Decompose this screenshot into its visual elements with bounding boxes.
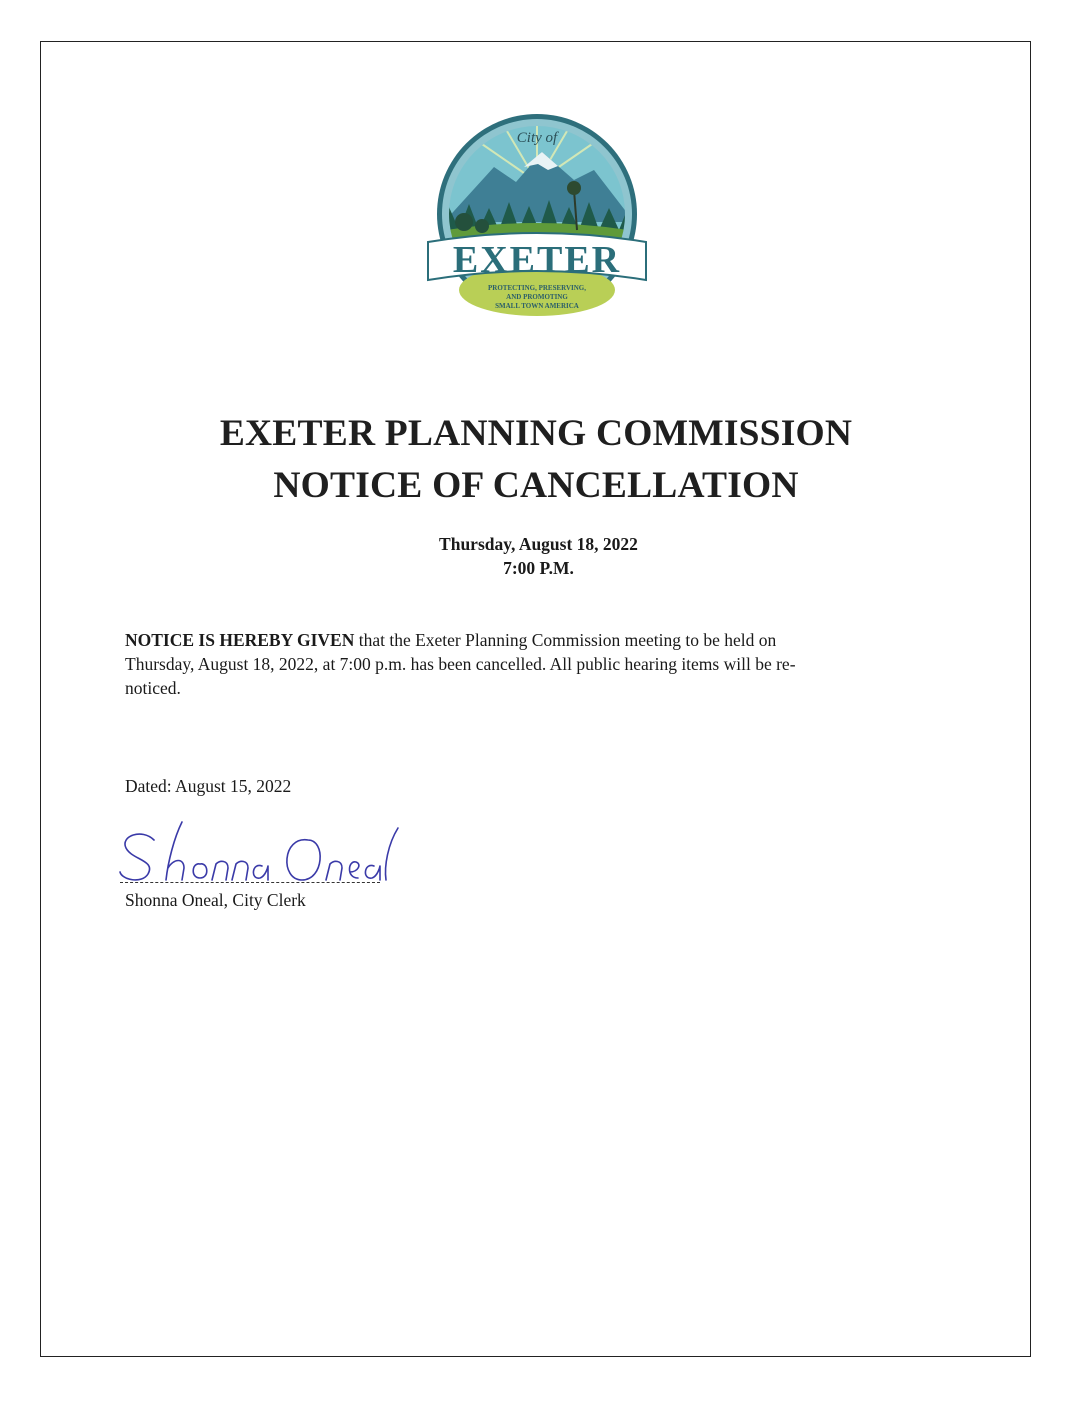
signature-icon [112, 818, 402, 890]
dated-line: Dated: August 15, 2022 [125, 776, 292, 796]
title-line-1: EXETER PLANNING COMMISSION [219, 413, 853, 454]
notice-lead: NOTICE IS HEREBY GIVEN [125, 630, 355, 650]
notice-line-1-rest: that the Exeter Planning Commission meeting to be held on [354, 630, 777, 650]
meeting-time: 7:00 P.M. [503, 558, 574, 578]
notice-line-2: Thursday, August 18, 2022, at 7:00 p.m. has been cancelled. All public hearing items will be re- [125, 654, 796, 674]
meeting-datetime [0, 532, 1077, 580]
title-line-2: NOTICE OF CANCELLATION [273, 465, 799, 506]
logo-name: EXETER [452, 239, 622, 281]
notice-paragraph [125, 628, 955, 700]
notice-line-3: noticed. [125, 678, 181, 698]
signature-line [120, 882, 380, 883]
page-title [0, 408, 1072, 512]
city-seal-logo [424, 112, 650, 334]
signer-name: Shonna Oneal, City Clerk [125, 890, 306, 910]
logo-top-text: City of [516, 130, 558, 146]
logo-motto-line1: PROTECTING, PRESERVING, [488, 284, 586, 292]
meeting-date: Thursday, August 18, 2022 [439, 534, 638, 554]
logo-motto-line3: SMALL TOWN AMERICA [495, 302, 579, 310]
notice-line-1 [125, 628, 955, 652]
logo-motto-line2: AND PROMOTING [506, 293, 568, 301]
